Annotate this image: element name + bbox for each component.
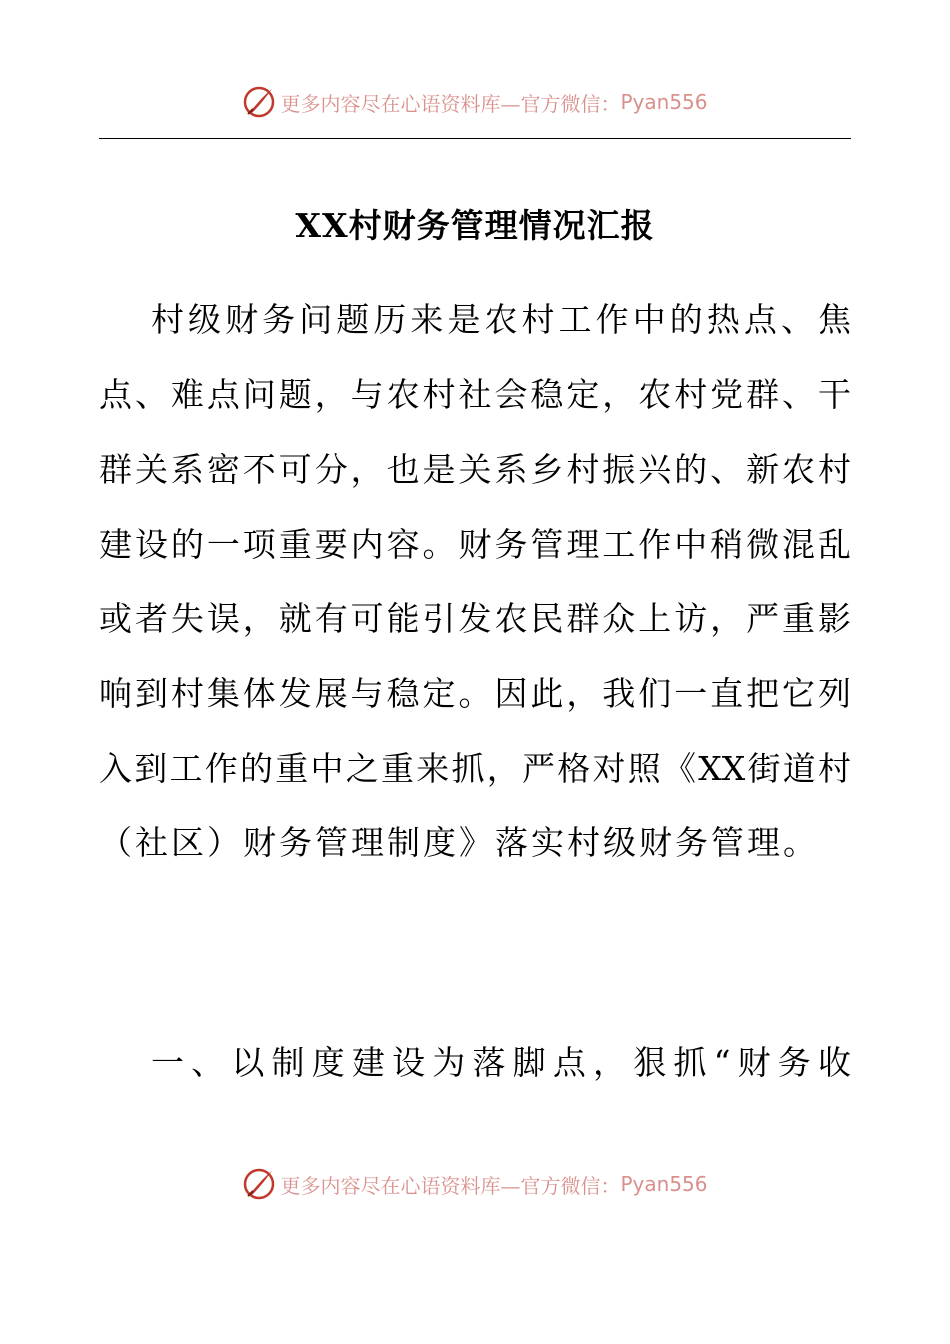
header-brand-text: 更多内容尽在心语资料库—官方微信： — [280, 91, 621, 116]
paragraph-line: 村级财务问题历来是农村工作中的热点、焦 — [151, 300, 851, 339]
paragraph-line: 响到村集体发展与稳定。因此，我们一直把它列 — [99, 674, 851, 713]
footer-brand-text: 更多内容尽在心语资料库—官方微信： — [280, 1173, 621, 1198]
quill-logo-icon — [242, 85, 276, 119]
paragraph-line: （社区）财务管理制度》落实村级财务管理。 — [99, 823, 819, 862]
header-divider — [99, 138, 851, 139]
paragraph-line: 群关系密不可分，也是关系乡村振兴的、新农村 — [99, 450, 851, 489]
document-title: XX村财务管理情况汇报 — [295, 206, 655, 245]
page-header — [0, 82, 950, 122]
page-footer — [0, 1164, 950, 1204]
section-heading: 一、以制度建设为落脚点，狠抓“财务收 — [151, 1043, 851, 1082]
paragraph-line: 入到工作的重中之重来抓，严格对照《XX街道村 — [99, 749, 851, 788]
paragraph-line: 建设的一项重要内容。财务管理工作中稍微混乱 — [99, 525, 851, 564]
quill-logo-icon — [242, 1167, 276, 1201]
footer-wechat-id: Pyan556 — [620, 1172, 708, 1196]
paragraph-line: 或者失误，就有可能引发农民群众上访，严重影 — [99, 599, 851, 638]
paragraph-line: 点、难点问题，与农村社会稳定，农村党群、干 — [99, 375, 851, 414]
header-wechat-id: Pyan556 — [620, 90, 708, 114]
